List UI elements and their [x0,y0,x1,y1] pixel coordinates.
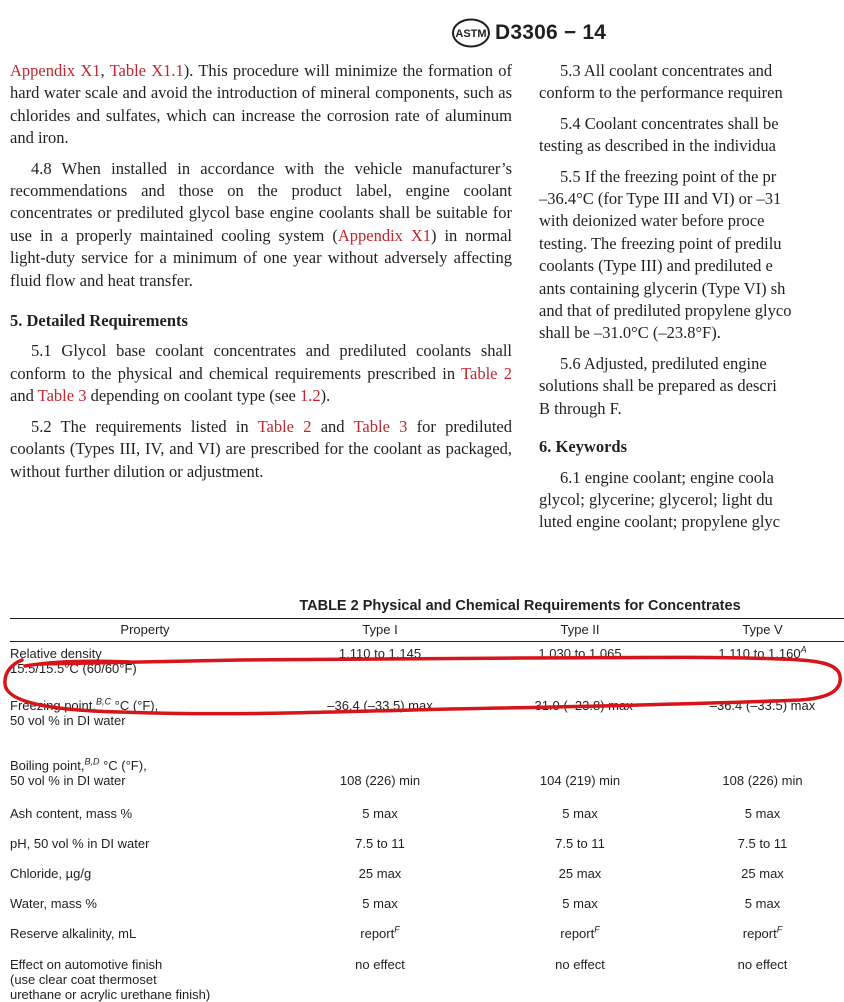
property-cell: pH, 50 vol % in DI water [10,835,150,851]
type-i-cell: 1.110 to 1.145 [338,646,422,661]
header-type-ii: Type II [480,619,680,642]
type-v-cell: 7.5 to 11 [737,835,788,851]
table-3-link[interactable]: Table 3 [37,386,87,406]
type-v-cell: report$^F$ [742,924,783,941]
paragraph-4-7-continued: Appendix X1, Table X1.1). This procedure will minimize the formation of hard water scale and avoid the introduction of mineral components, such as chlorides and sulfates, which can increase the corrosion rate of aluminum and iron. [10,61,513,148]
type-ii-cell: no effect [555,956,605,972]
type-v-cell: 108 (226) min [722,772,803,788]
right-column [539,60,844,542]
svg-text:ASTM: ASTM [455,28,487,40]
type-ii-cell: 5 max [562,895,598,911]
type-ii-cell: 5 max [562,805,598,821]
table-2-link[interactable]: Table 2 [461,363,512,383]
type-ii-cell: 25 max [558,865,602,881]
table-row [10,758,844,806]
type-i-cell: 5 max [362,805,398,821]
section-6-heading: 6. Keywords [539,437,627,457]
property-cell: Ash content, mass % [10,805,133,821]
type-ii-cell: 1.030 to 1.065 [538,646,622,661]
type-v-cell: no effect [737,956,788,972]
paragraph-5-5: 5.5 If the freezing point of the pr –36.4°C (for Type III and VI) or –31 with deionized water before proce testing. The freezing point of predilu coolants (Type III) and prediluted e ants containing glycerin (Type VI) sh and that of prediluted propylene glyco shall be –31.0°C (–23.8°F). [539,166,792,343]
paragraph-4-8: 4.8 When installed in accordance with the vehicle manufacturer’s recommendations and those on the product label, engine coolant concentrates or prediluted glycol base engine coolants shall be suitable for use in a properly maintained cooling system (Appendix X1) in normal light-duty service for a minimum of one year without adversely affecting fluid flow and heat transfer. [10,158,512,290]
paragraph-6-1: 6.1 engine coolant; engine coola glycol; glycerine; glycerol; light du luted engine coolant; propylene glyc [539,467,781,532]
table-row [10,642,844,698]
type-v-cell: 5 max [744,895,781,911]
section-1-2-link[interactable]: 1.2 [299,386,321,406]
astm-logo-icon [451,18,491,48]
type-i-cell: 108 (226) min [339,772,421,788]
property-cell: Chloride, µg/g [10,865,92,881]
type-ii-cell: 7.5 to 11 [555,835,605,851]
left-column [10,60,512,491]
table-header-row [10,619,844,642]
table-x1-1-link[interactable]: Table X1.1 [109,61,184,80]
type-v-cell: 25 max [741,865,784,881]
type-i-cell: no effect [355,956,405,972]
type-i-cell: 7.5 to 11 [355,835,405,851]
property-cell: Boiling point,$^{B,D}$ °C (°F), 50 vol % in DI water [10,756,147,788]
table-2-link[interactable]: Table 2 [257,416,312,436]
standard-designation: D3306 − 14 [495,21,607,44]
type-ii-cell: report$^F$ [560,924,600,941]
property-cell: Reserve alkalinity, mL [10,925,137,941]
table-row [10,866,844,896]
header-type-i: Type I [280,619,480,642]
type-v-cell: –36.4 (–33.5) max [709,697,816,713]
type-i-cell: –36.4 (–33.5) max [327,697,433,713]
type-i-cell: 5 max [362,895,398,911]
requirements-table [10,618,844,1002]
header-type-v: Type V [680,619,844,642]
property-cell: Freezing point,$^{B,C}$ °C (°F), 50 vol % in DI water [10,696,159,728]
paragraph-5-1: 5.1 Glycol base coolant concentrates and prediluted coolants shall conform to the physical and chemical requirements prescribed in Table 2 and Table 3 depending on coolant type (see 1.2). [10,341,512,406]
appendix-x1-link[interactable]: Appendix X1 [10,61,101,80]
table-row [10,957,844,1002]
paragraph-5-4: 5.4 Coolant concentrates shall be testing as described in the individua [539,113,779,156]
header-property: Property [10,619,280,642]
table-row [10,896,844,926]
appendix-x1-link[interactable]: Appendix X1 [337,225,432,245]
table-row [10,806,844,836]
type-i-cell: 25 max [358,865,402,881]
table-row [10,926,844,957]
property-cell: Effect on automotive finish (use clear coat thermoset urethane or acrylic urethane finish) [10,956,211,1002]
property-cell: Water, mass % [10,895,97,911]
type-ii-cell: –31.0 (–23.8) max [527,697,633,713]
type-v-cell: 1.110 to $1.160^A$ [718,644,807,661]
section-5-heading: 5. Detailed Requirements [10,311,188,331]
table-2-title: TABLE 2 Physical and Chemical Requirements for Concentrates [299,598,741,614]
type-v-cell: 5 max [744,805,781,821]
type-i-cell: report$^F$ [360,924,400,941]
paragraph-5-6: 5.6 Adjusted, prediluted engine solutions shall be prepared as descri B through F. [539,353,777,418]
paragraph-5-2: 5.2 The requirements listed in Table 2 and Table 3 for prediluted coolants (Types III, IV, and VI) are prescribed for the coolant as packaged, without further dilution or adjustment. [10,416,512,481]
table-row [10,836,844,866]
type-ii-cell: 104 (219) min [539,772,621,788]
paragraph-5-3: 5.3 All coolant concentrates and conform to the performance requiren [539,61,783,103]
table-3-link[interactable]: Table 3 [353,416,408,436]
property-cell: Relative density 15.5/15.5°C (60/60°F) [10,646,137,676]
table-row [10,698,844,758]
